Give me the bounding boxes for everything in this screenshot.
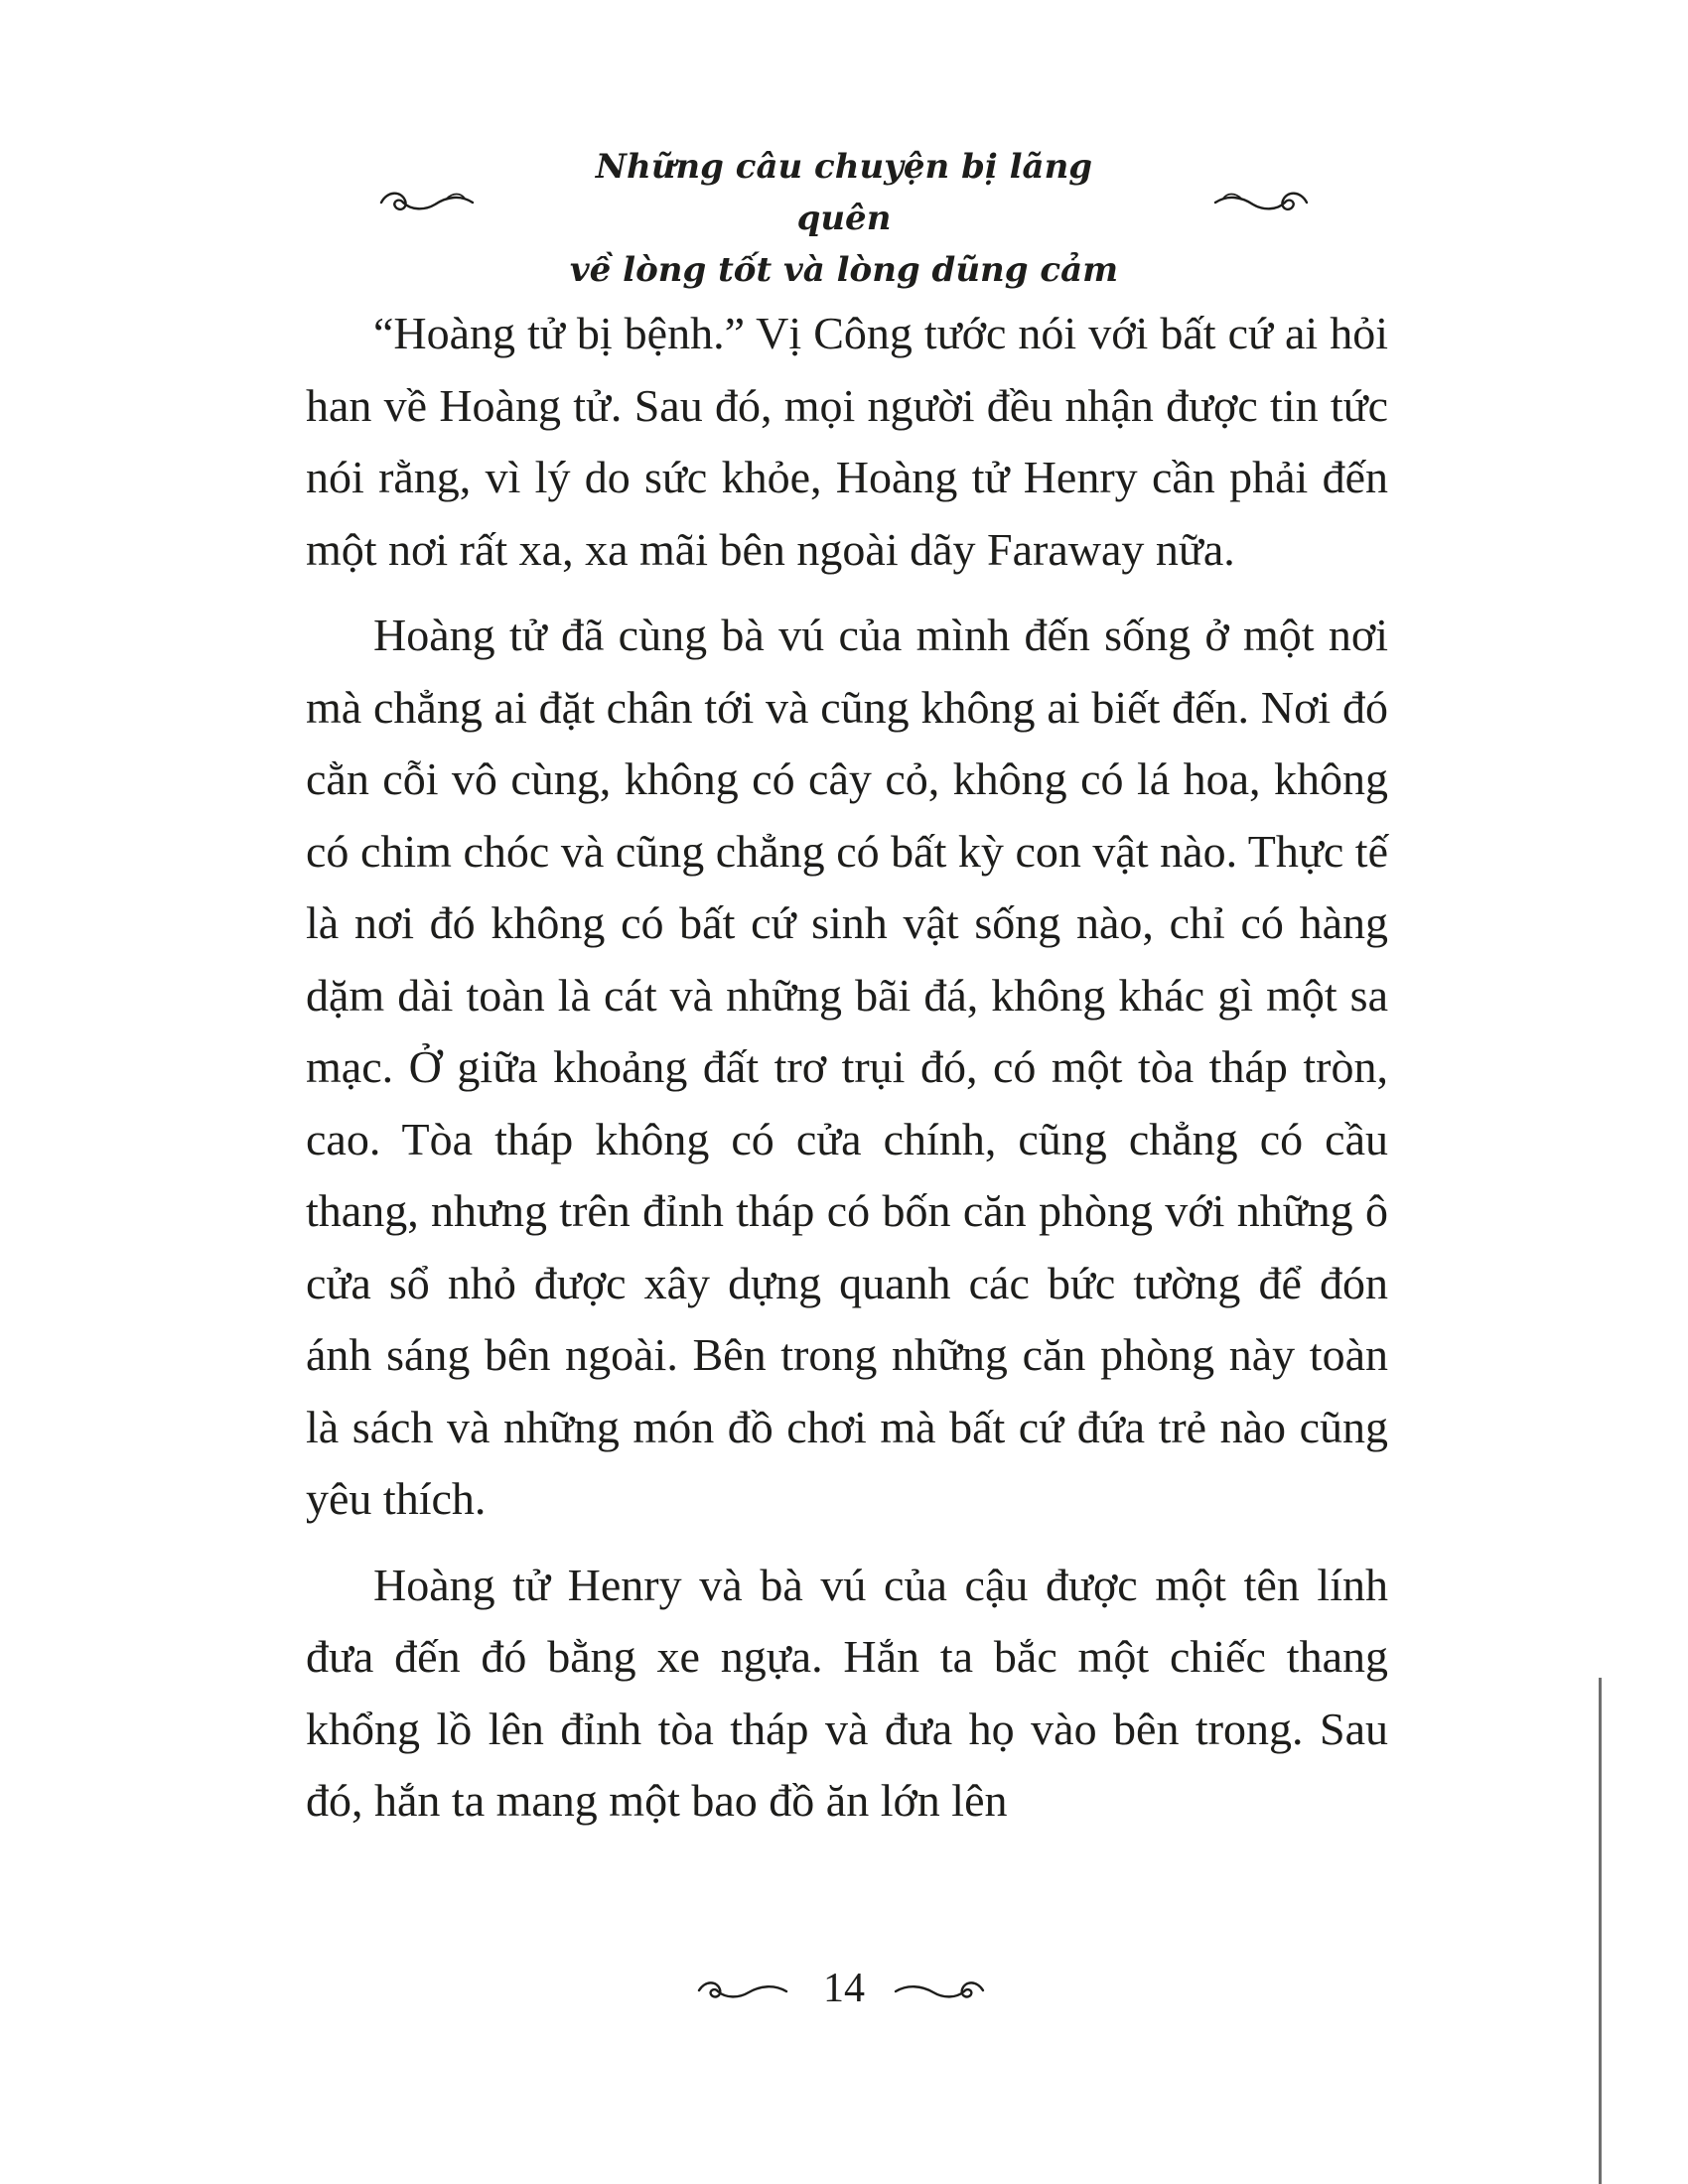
swirl-ornament-icon	[892, 1971, 987, 2010]
swirl-ornament-icon	[1211, 181, 1311, 220]
header-title-line-2: về lòng tốt và lòng dũng cảm	[569, 250, 1119, 290]
swirl-ornament-icon	[377, 181, 477, 220]
paragraph-1: “Hoàng tử bị bệnh.” Vị Công tước nói với bất cứ ai hỏi han về Hoàng tử. Sau đó, mọi người đều nhận được tin tức nói rằng, vì lý do sức khỏe, Hoàng tử Henry cần phải đến một nơi rất xa, xa mãi bên ngoài dãy Faraway nữa.	[306, 308, 1388, 575]
running-header	[0, 139, 1688, 290]
page-footer	[0, 1961, 1688, 2020]
page-body	[306, 298, 1388, 1838]
swirl-ornament-icon	[695, 1971, 790, 2010]
page-number: 14	[823, 1966, 865, 2011]
paragraph-3: Hoàng tử Henry và bà vú của cậu được một tên lính đưa đến đó bằng xe ngựa. Hắn ta bắc một chiếc thang khổng lồ lên đỉnh tòa tháp và đưa họ vào bên trong. Sau đó, hắn ta mang một bao đồ ăn lớn lên	[306, 1559, 1388, 1826]
header-title-line-1: Những câu chuyện bị lãng quên	[595, 147, 1093, 238]
paragraph-2: Hoàng tử đã cùng bà vú của mình đến sống ở một nơi mà chẳng ai đặt chân tới và cũng không ai biết đến. Nơi đó cằn cỗi vô cùng, không có cây cỏ, không có lá hoa, không có chim chóc và cũng chẳng có bất kỳ con vật nào. Thực tế là nơi đó không có bất cứ sinh vật sống nào, chỉ có hàng dặm dài toàn là cát và những bãi đá, không khác gì một sa mạc. Ở giữa khoảng đất trơ trụi đó, có một tòa tháp tròn, cao. Tòa tháp không có cửa chính, cũng chẳng có cầu thang, nhưng trên đỉnh tháp có bốn căn phòng với những ô cửa sổ nhỏ được xây dựng quanh các bức tường để đón ánh sáng bên ngoài. Bên trong những căn phòng này toàn là sách và những món đồ chơi mà bất cứ đứa trẻ nào cũng yêu thích.	[306, 610, 1388, 1524]
page-edge-mark	[1599, 1678, 1602, 2184]
book-title-header	[556, 141, 1132, 296]
